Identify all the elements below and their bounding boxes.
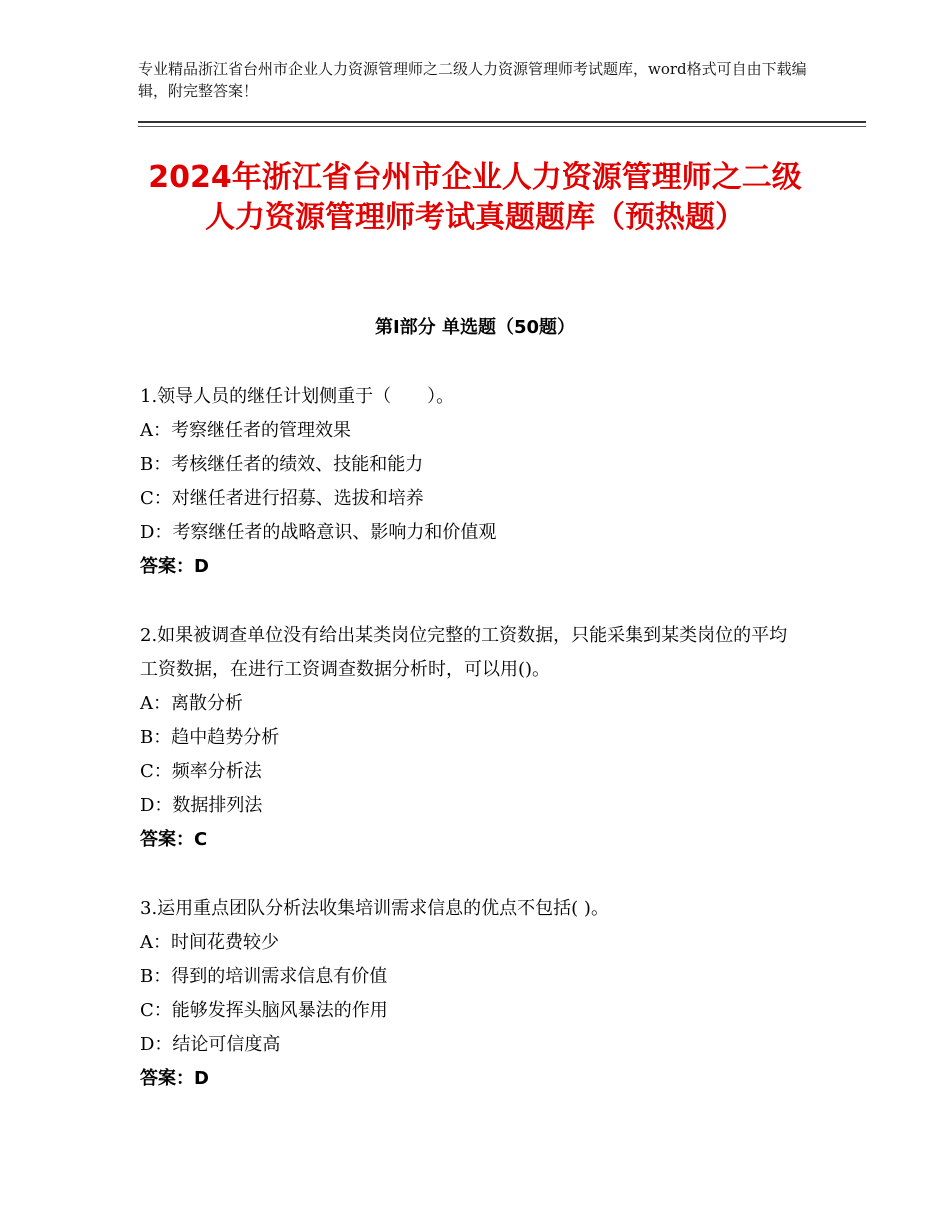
option-c: C：频率分析法 — [140, 761, 262, 782]
option-a: A：考察继任者的管理效果 — [140, 420, 351, 441]
question-3 — [140, 892, 820, 1096]
answer: 答案：D — [140, 1068, 209, 1089]
question-stem: 3.运用重点团队分析法收集培训需求信息的优点不包括( )。 — [140, 898, 609, 919]
question-1 — [140, 380, 820, 584]
option-b: B：得到的培训需求信息有价值 — [140, 966, 388, 987]
option-b: B：趋中趋势分析 — [140, 727, 280, 748]
section-heading: 第Ⅰ部分 单选题（50题） — [374, 317, 575, 338]
option-b: B：考核继任者的绩效、技能和能力 — [140, 454, 424, 475]
header-note: 专业精品浙江省台州市企业人力资源管理师之二级人力资源管理师考试题库，word格式可自由下载编辑，附完整答案！ — [138, 60, 807, 100]
document-title: 2024年浙江省台州市企业人力资源管理师之二级人力资源管理师考试真题题库（预热题） — [148, 160, 802, 235]
question-2 — [140, 619, 800, 857]
header-rule-thin — [138, 126, 866, 127]
answer: 答案：C — [140, 829, 208, 850]
question-stem: 1.领导人员的继任计划侧重于（ ）。 — [140, 386, 455, 407]
option-c: C：能够发挥头脑风暴法的作用 — [140, 1000, 388, 1021]
question-stem: 2.如果被调查单位没有给出某类岗位完整的工资数据，只能采集到某类岗位的平均工资数据，在进行工资调查数据分析时，可以用()。 — [140, 625, 788, 680]
option-c: C：对继任者进行招募、选拔和培养 — [140, 488, 424, 509]
header-rule-thick — [138, 121, 866, 123]
option-a: A：离散分析 — [140, 693, 243, 714]
option-d: D：数据排列法 — [140, 795, 263, 816]
answer: 答案：D — [140, 556, 209, 577]
option-a: A：时间花费较少 — [140, 932, 279, 953]
option-d: D：结论可信度高 — [140, 1034, 281, 1055]
option-d: D：考察继任者的战略意识、影响力和价值观 — [140, 522, 497, 543]
